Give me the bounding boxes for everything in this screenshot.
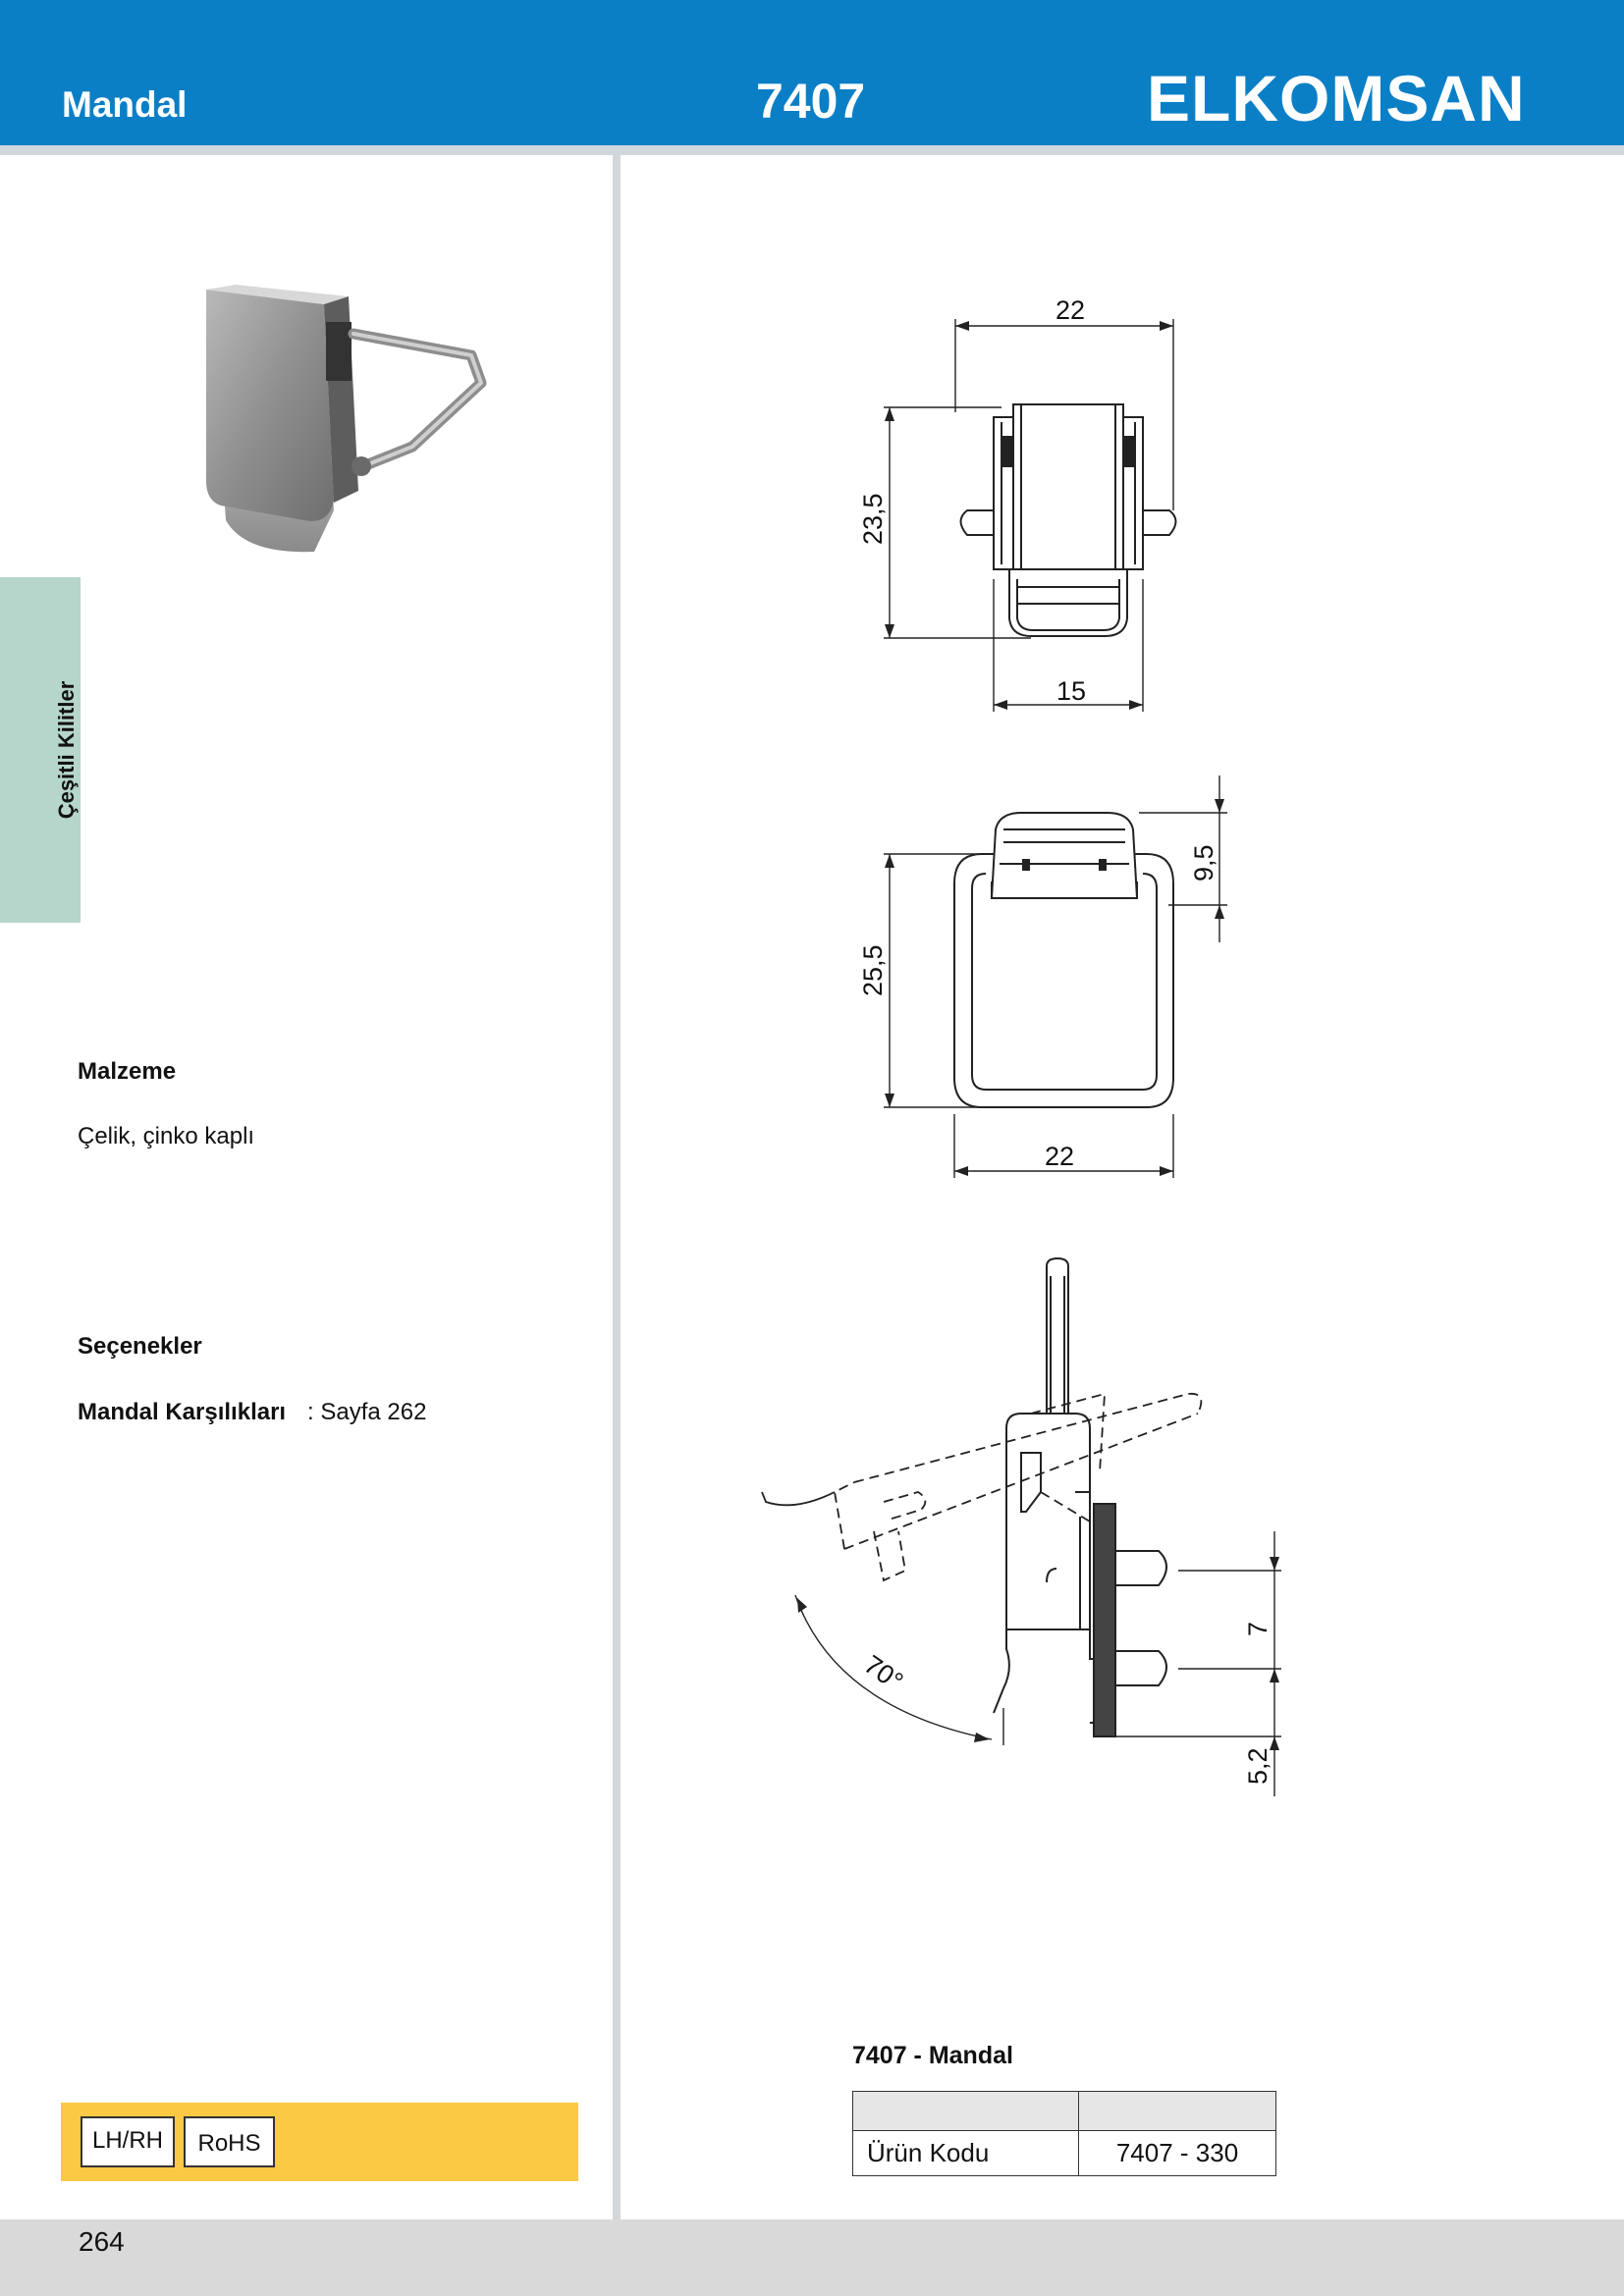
- table-title: 7407 - Mandal: [852, 2042, 1013, 2069]
- dim-side-bottom-offset: 5,2: [1243, 1747, 1272, 1785]
- dim-top-height: 23,5: [858, 493, 888, 545]
- product-name: Mandal: [62, 84, 188, 125]
- dim-front-top-offset: 9,5: [1189, 844, 1218, 881]
- product-code-table: [852, 2091, 1276, 2176]
- options-item-value: : Sayfa 262: [307, 1399, 427, 1425]
- brand-logo-text: ELKOMSAN: [1147, 62, 1526, 134]
- dim-front-height: 25,5: [858, 944, 888, 996]
- material-heading: Malzeme: [78, 1058, 177, 1085]
- table-header-row: [853, 2092, 1276, 2131]
- table-header-cell: [853, 2092, 1079, 2131]
- rohs-badge: RoHS: [184, 2116, 275, 2167]
- dim-top-bottom-width: 15: [1056, 676, 1087, 706]
- options-item-label: Mandal Karşılıkları: [78, 1399, 287, 1425]
- page-footer: [0, 2219, 1624, 2296]
- table-row-value: 7407 - 330: [1079, 2131, 1276, 2176]
- product-code: 7407: [756, 74, 866, 129]
- material-value: Çelik, çinko kaplı: [78, 1123, 255, 1149]
- dim-front-width: 22: [1045, 1142, 1075, 1171]
- page-number: 264: [79, 2226, 125, 2257]
- side-view-drawing: [994, 1258, 1166, 1736]
- lh-rh-badge: LH/RH: [81, 2116, 175, 2167]
- dim-side-pin-spacing: 7: [1243, 1621, 1272, 1636]
- table-row-label: Ürün Kodu: [853, 2131, 1079, 2176]
- front-view-drawing: [954, 813, 1173, 1107]
- table-row: [853, 2131, 1276, 2176]
- dim-top-width: 22: [1056, 295, 1086, 325]
- category-tab-label: Çeşitli Kilitler: [54, 680, 79, 820]
- options-heading: Seçenekler: [78, 1333, 202, 1360]
- table-header-cell: [1079, 2092, 1276, 2131]
- dim-side-angle: 70°: [858, 1649, 909, 1697]
